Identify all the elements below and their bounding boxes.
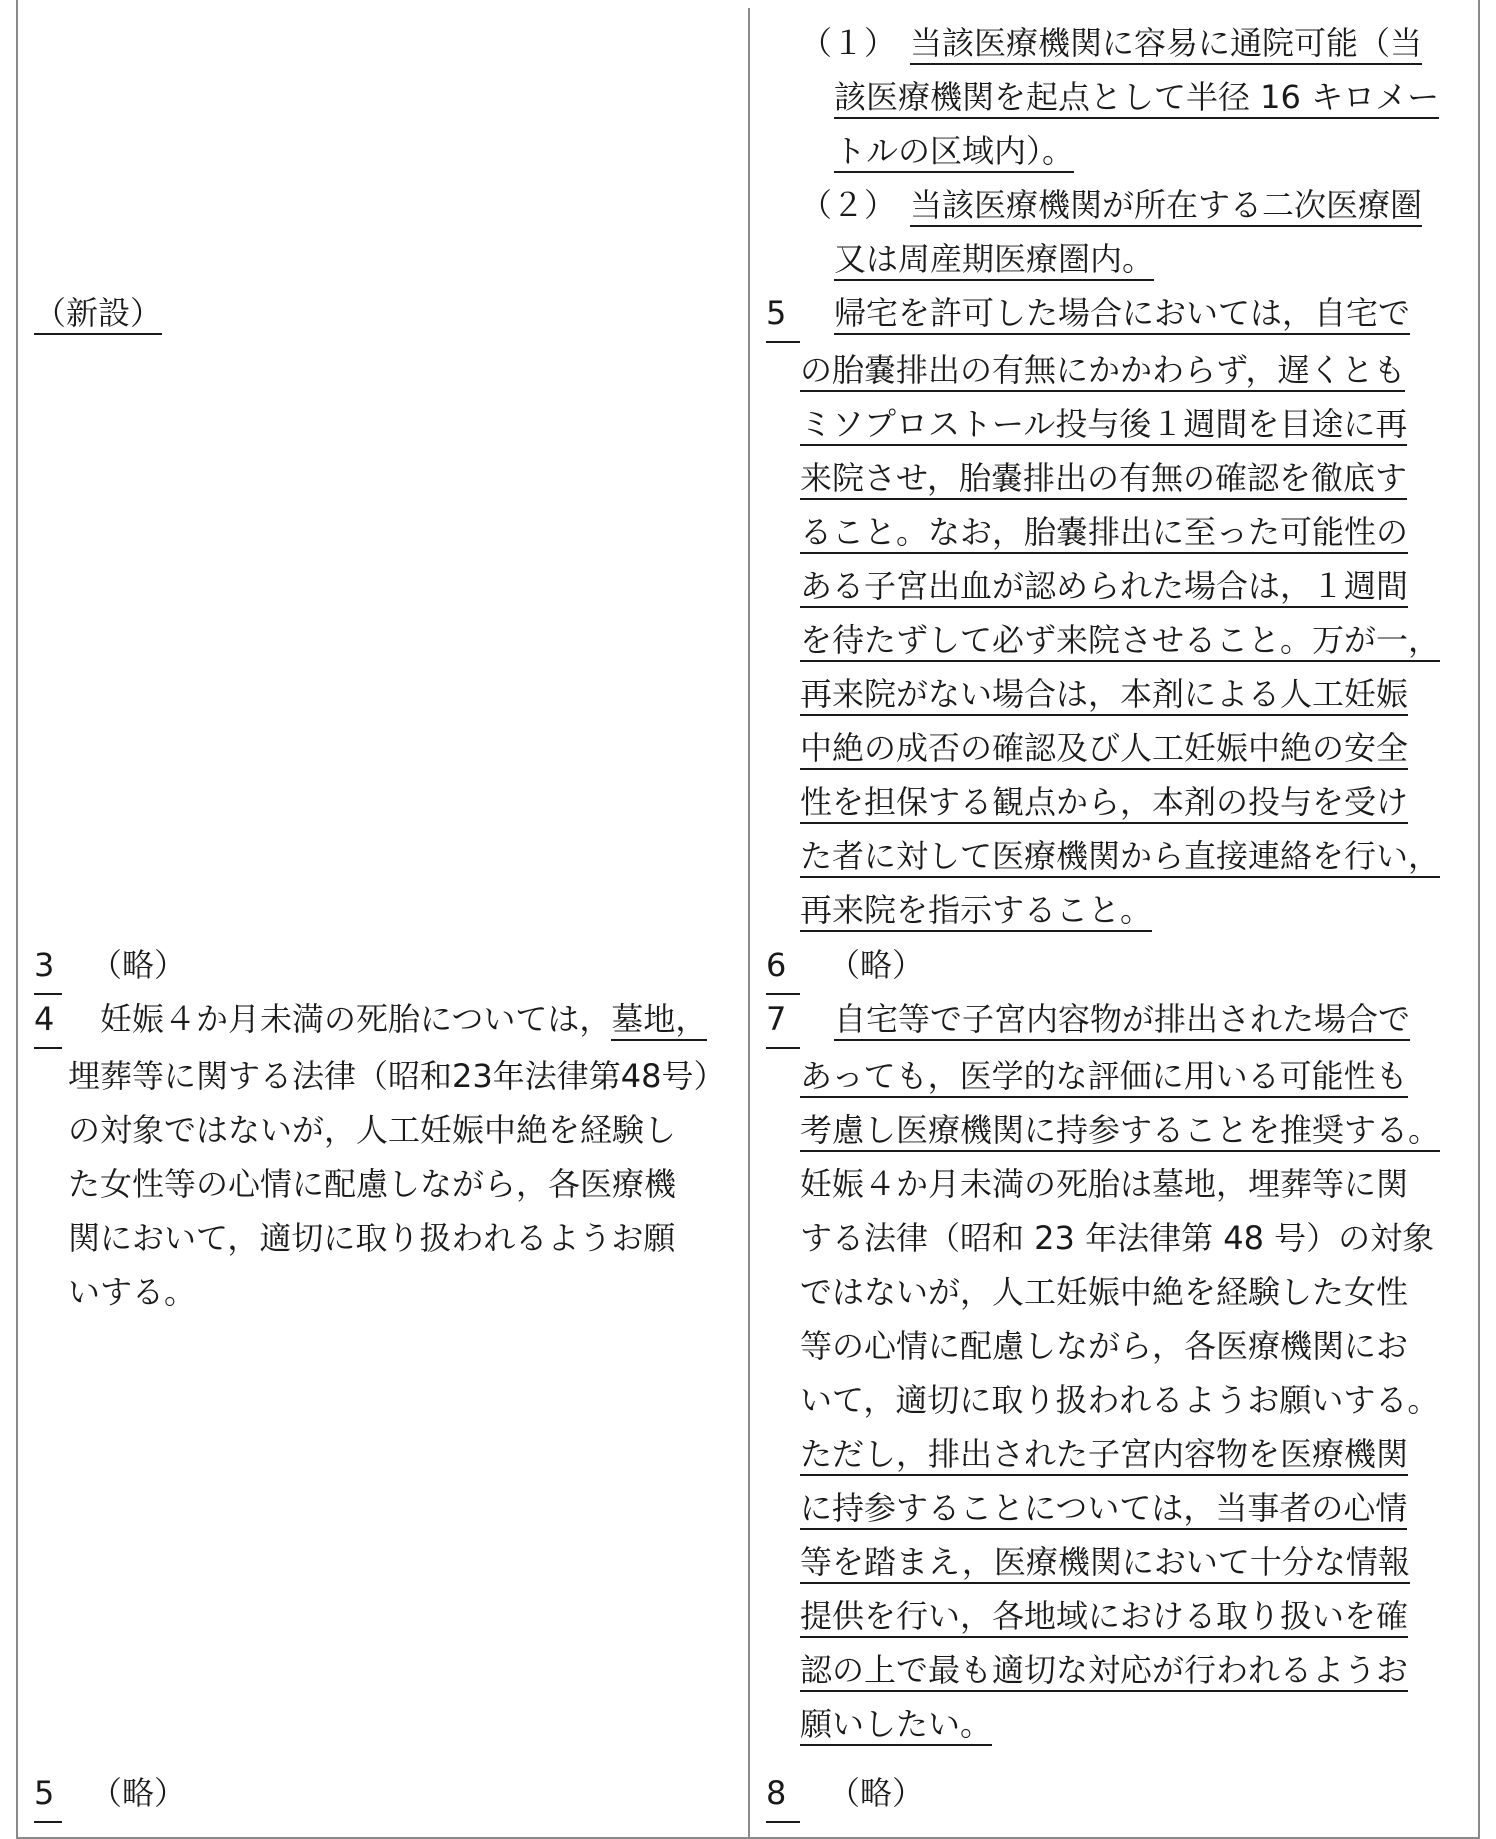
text-line: 願いしたい。 xyxy=(800,1705,992,1746)
text-line: 考慮し医療機関に持参することを推奨する。 xyxy=(800,1111,1440,1152)
text-line: 提供を行い，各地域における取り扱いを確 xyxy=(800,1597,1408,1638)
item-number: 4 xyxy=(34,992,62,1049)
text-line: 当該医療機関に容易に通院可能（当 xyxy=(910,24,1422,65)
text-line: 中絶の成否の確認及び人工妊娠中絶の安全 xyxy=(800,729,1408,770)
text-line: ること。なお，胎嚢排出に至った可能性の xyxy=(800,513,1408,554)
text-line: ある子宮出血が認められた場合は，１週間 xyxy=(800,567,1408,608)
right-item-6 xyxy=(766,938,924,995)
text-line: 来院させ，胎嚢排出の有無の確認を徹底す xyxy=(800,459,1407,500)
item4-first-line xyxy=(34,992,725,1049)
left-new-provision xyxy=(34,286,162,340)
text-line: トルの区域内）。 xyxy=(834,132,1074,173)
text-line: いする。 xyxy=(68,1273,197,1311)
right-item-8 xyxy=(766,1766,924,1823)
text-line: を待たずして必ず来院させること。万が一， xyxy=(800,621,1440,662)
item-text: （略） xyxy=(90,946,187,984)
right-item-7 xyxy=(766,992,1440,1751)
right-item-5 xyxy=(766,286,1440,937)
text-line: 性を担保する観点から，本剤の投与を受け xyxy=(800,783,1408,824)
text-line: 認の上で最も適切な対応が行われるようお xyxy=(800,1651,1408,1692)
text-line: 関において，適切に取り扱われるようお願 xyxy=(68,1219,676,1257)
right-subitem-2 xyxy=(800,178,1422,286)
item4-lines xyxy=(34,1049,725,1319)
item4-line1a: 妊娠４か月未満の死胎については， xyxy=(100,1000,612,1038)
text-line: に持参することについては，当事者の心情 xyxy=(800,1489,1407,1530)
sub-label: （２） xyxy=(800,186,897,224)
text-line: 該医療機関を起点として半径 16 キロメー xyxy=(834,78,1439,119)
text-line: 等の心情に配慮しながら，各医療機関にお xyxy=(800,1327,1409,1365)
left-item-4 xyxy=(34,992,725,1319)
column-divider xyxy=(748,8,750,1839)
text-line: あっても，医学的な評価に用いる可能性も xyxy=(800,1057,1408,1098)
item-number: 5 xyxy=(766,286,800,343)
text-line: 再来院を指示すること。 xyxy=(800,891,1152,932)
item-number: 7 xyxy=(766,992,800,1049)
item4-line1b: 墓地， xyxy=(611,1000,707,1041)
text-line: 当該医療機関が所在する二次医療圏 xyxy=(910,186,1422,227)
text-line: ではないが，人工妊娠中絶を経験した女性 xyxy=(800,1273,1409,1311)
text-line: 自宅等で子宮内容物が排出された場合で xyxy=(834,1000,1410,1041)
sub-label: （１） xyxy=(800,24,897,62)
left-item-3 xyxy=(34,938,186,995)
text-line: の胎嚢排出の有無にかかわらず，遅くとも xyxy=(800,351,1405,392)
item-text: （略） xyxy=(90,1774,187,1812)
item-number: 3 xyxy=(34,938,62,995)
text-line: の対象ではないが，人工妊娠中絶を経験し xyxy=(68,1111,677,1149)
shinsetsu-label: （新設） xyxy=(34,294,162,335)
text-line: た者に対して医療機関から直接連絡を行い， xyxy=(800,837,1440,878)
item-text: （略） xyxy=(828,946,925,984)
text-line: 等を踏まえ，医療機関において十分な情報 xyxy=(800,1543,1410,1584)
text-line: た女性等の心情に配慮しながら，各医療機 xyxy=(68,1165,677,1203)
text-line: いて，適切に取り扱われるようお願いする。 xyxy=(800,1381,1440,1419)
text-line: 埋葬等に関する法律（昭和23年法律第48号） xyxy=(68,1057,726,1095)
right-subitem-1 xyxy=(800,16,1439,178)
item-text: （略） xyxy=(828,1774,925,1812)
text-line: ミソプロストール投与後１週間を目途に再 xyxy=(800,405,1407,446)
text-line: 又は周産期医療圏内。 xyxy=(834,240,1154,281)
text-line: ただし，排出された子宮内容物を医療機関 xyxy=(800,1435,1408,1476)
item-number: 6 xyxy=(766,938,800,995)
text-line: 帰宅を許可した場合においては，自宅で xyxy=(834,294,1410,335)
item-number: 8 xyxy=(766,1766,800,1823)
left-item-5 xyxy=(34,1766,186,1823)
text-line: する法律（昭和 23 年法律第 48 号）の対象 xyxy=(800,1219,1435,1257)
text-line: 妊娠４か月未満の死胎は墓地，埋葬等に関 xyxy=(800,1165,1409,1203)
text-line: 再来院がない場合は，本剤による人工妊娠 xyxy=(800,675,1408,716)
item-number: 5 xyxy=(34,1766,62,1823)
